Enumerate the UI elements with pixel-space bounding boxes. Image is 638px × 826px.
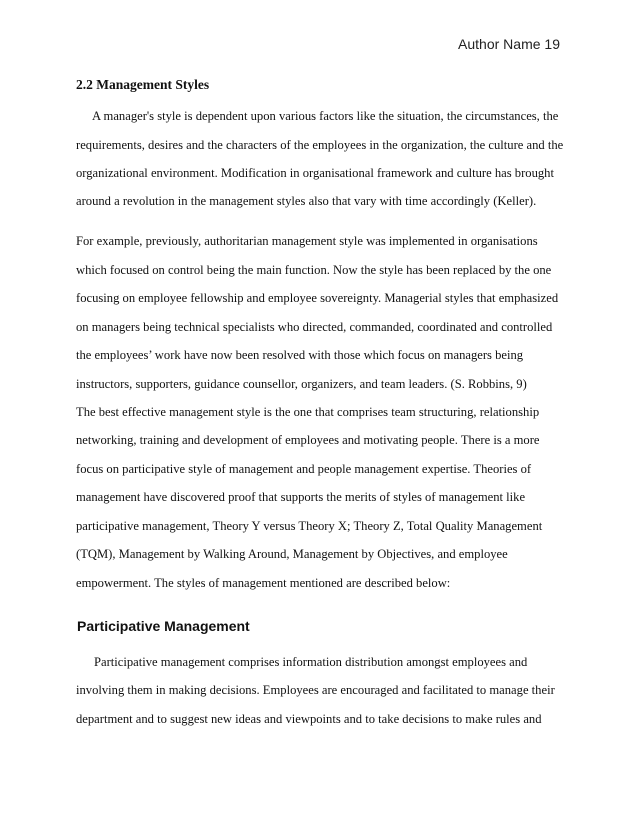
text-line: management have discovered proof that supports the merits of styles of management like — [76, 490, 526, 504]
text-line: the employees’ work have now been resolved with those which focus on managers being — [76, 348, 524, 362]
text-line: networking, training and development of employees and motivating people. There is a more — [76, 433, 540, 447]
text-line: involving them in making decisions. Employees are encouraged and facilitated to manage their — [76, 683, 555, 697]
text-line: empowerment. The styles of management mentioned are described below: — [76, 576, 451, 590]
text-line: around a revolution in the management styles also that vary with time accordingly (Keller). — [76, 194, 537, 208]
text-line: participative management, Theory Y versus Theory X; Theory Z, Total Quality Management — [76, 519, 543, 533]
text-line: (TQM), Management by Walking Around, Management by Objectives, and employee — [76, 547, 508, 561]
text-line: focusing on employee fellowship and employee sovereignty. Managerial styles that emphasized — [76, 291, 559, 305]
text-line: on managers being technical specialists who directed, commanded, coordinated and controlled — [76, 320, 553, 334]
text-line: requirements, desires and the characters of the employees in the organization, the culture and the — [76, 138, 564, 152]
text-line: which focused on control being the main function. Now the style has been replaced by the one — [76, 263, 552, 277]
text-line: focus on participative style of management and people management expertise. Theories of — [76, 462, 532, 476]
section-heading-participative-management: Participative Management — [77, 618, 250, 634]
page-header-author-page-number: Author Name 19 — [458, 36, 560, 52]
text-line: The best effective management style is the one that comprises team structuring, relationship — [76, 405, 540, 419]
text-line: department and to suggest new ideas and viewpoints and to take decisions to make rules and — [76, 712, 542, 726]
text-line: A manager's style is dependent upon various factors like the situation, the circumstances, the — [92, 109, 559, 123]
text-line: Participative management comprises information distribution amongst employees and — [94, 655, 528, 669]
text-line: instructors, supporters, guidance counsellor, organizers, and team leaders. (S. Robbins, 9) — [76, 377, 527, 391]
text-line: organizational environment. Modification in organisational framework and culture has brought — [76, 166, 554, 180]
section-heading-management-styles: 2.2 Management Styles — [76, 77, 210, 92]
text-line: For example, previously, authoritarian management style was implemented in organisations — [76, 234, 538, 248]
